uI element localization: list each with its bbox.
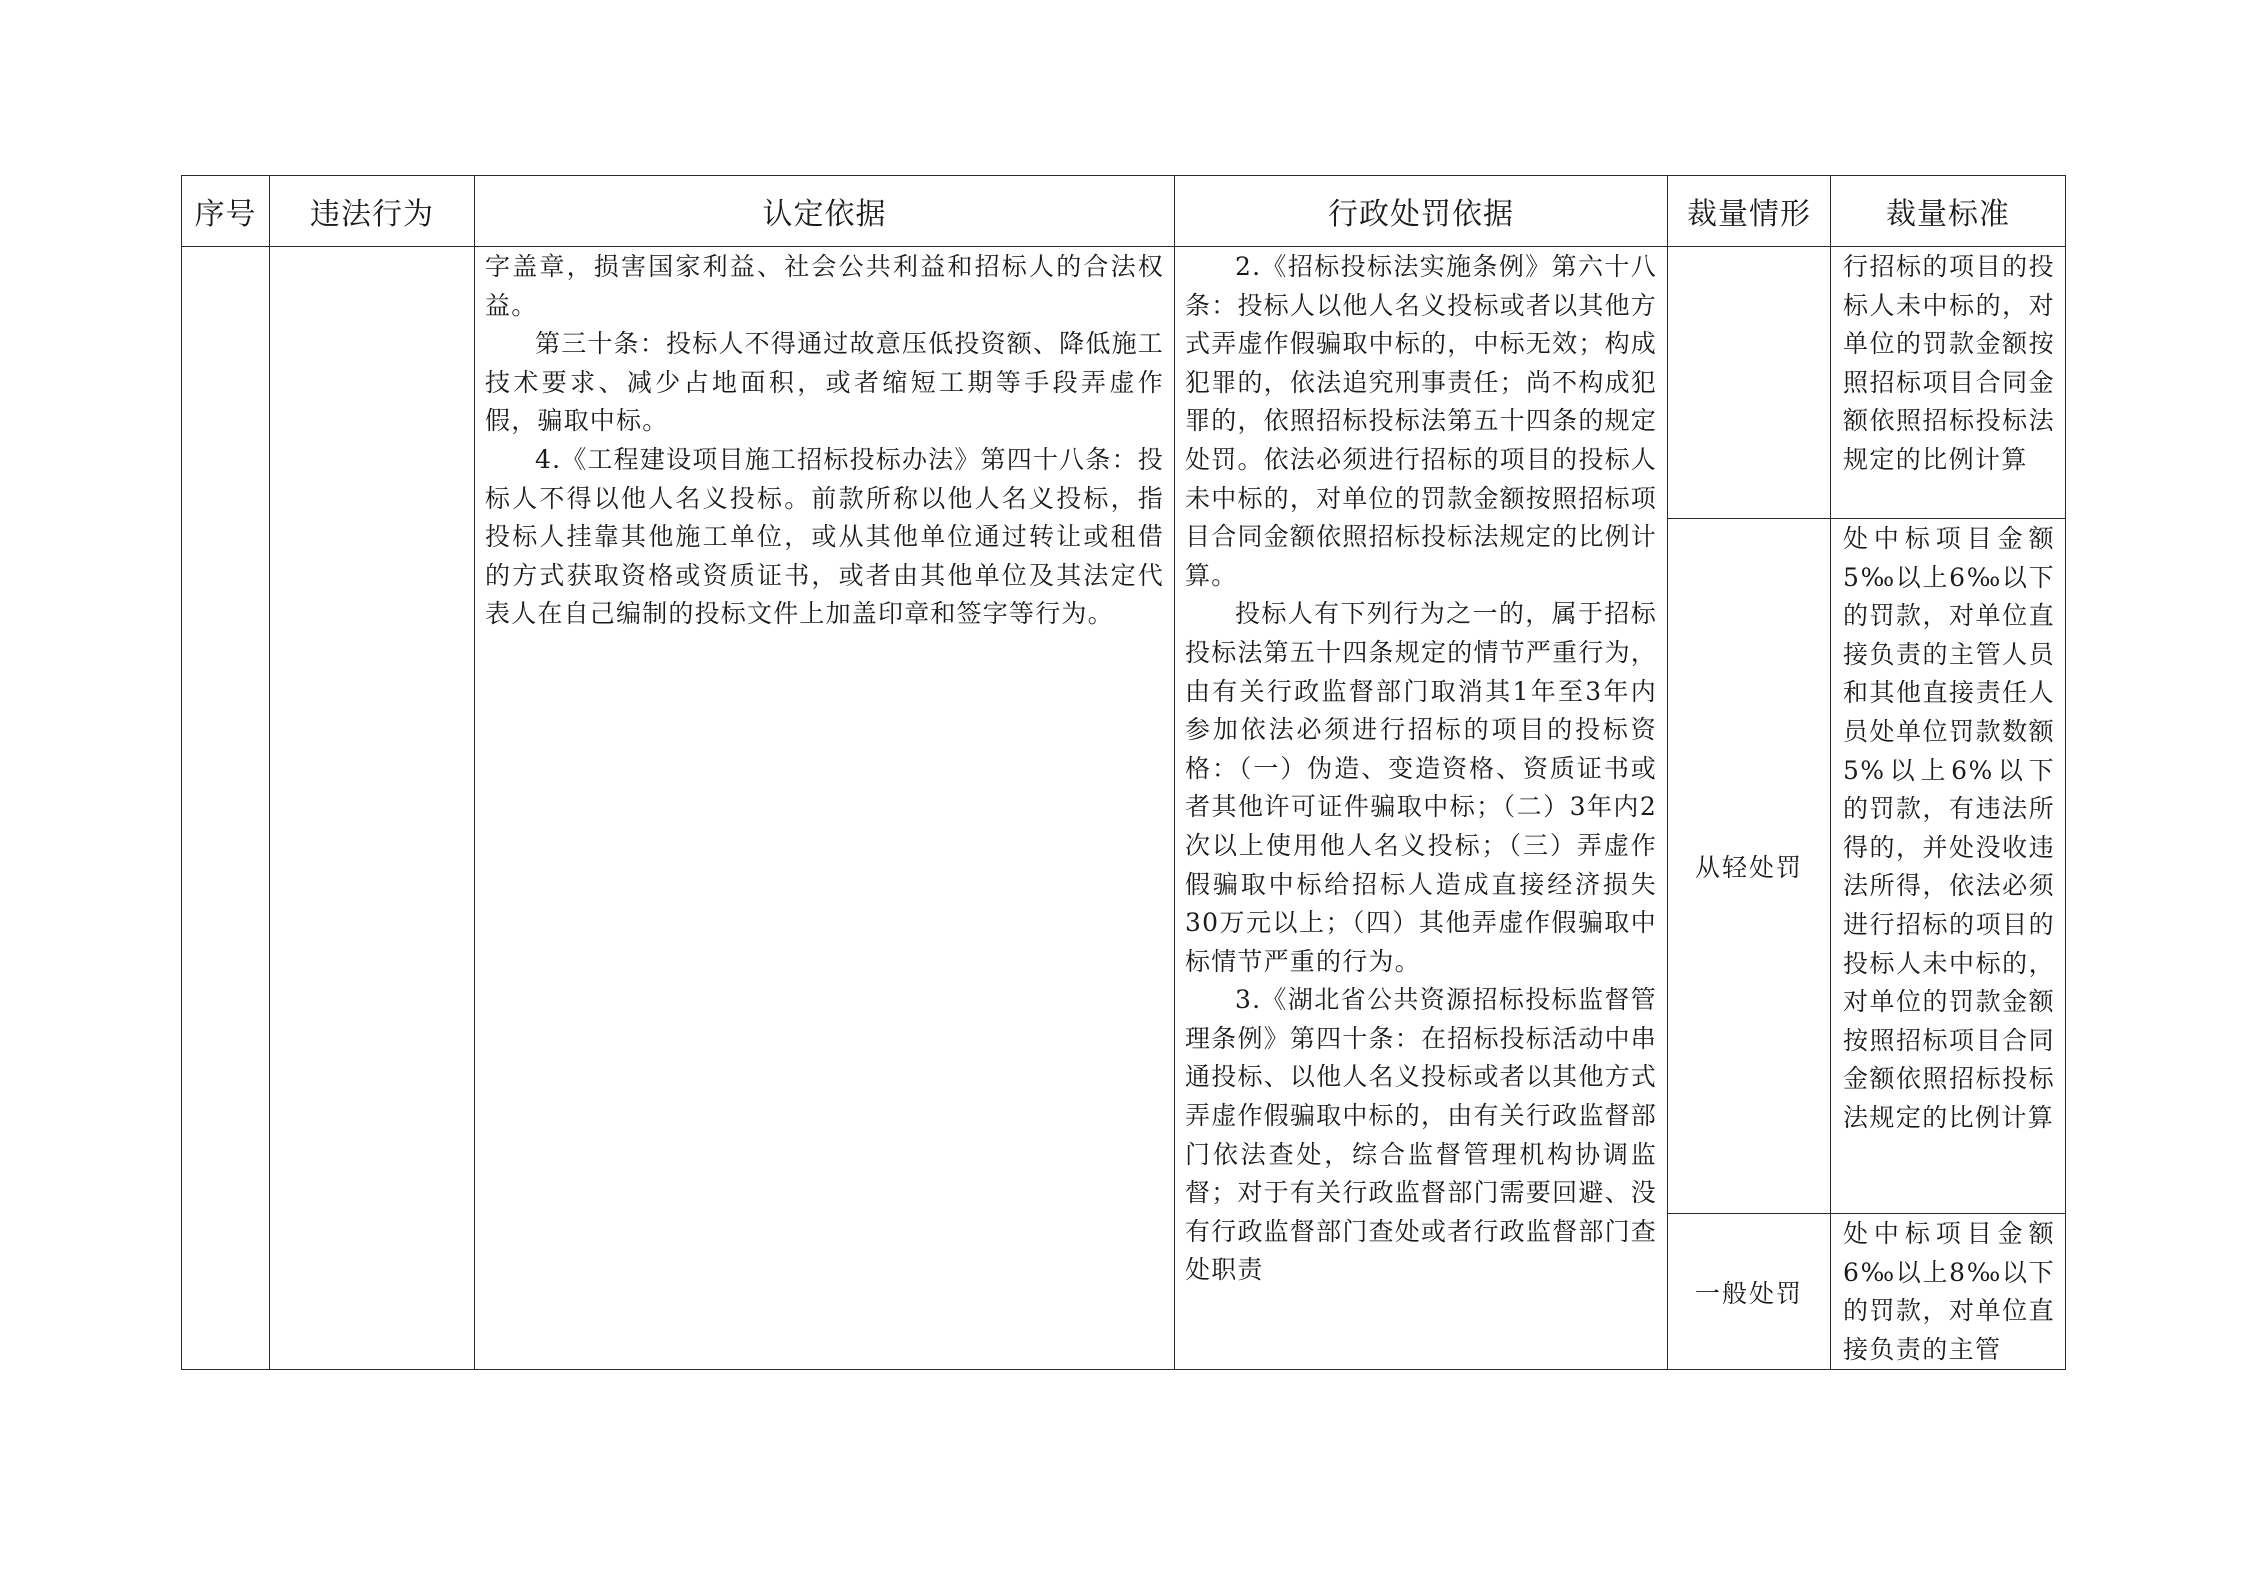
- standard-cell: [1831, 247, 2066, 519]
- discretion-cell: [1668, 247, 1831, 519]
- header-violation: 违法行为: [270, 176, 475, 247]
- penalty-paragraph: 投标人有下列行为之一的，属于招标投标法第五十四条规定的情节严重行为，由有关行政监督部门取消其1年至3年内参加依法必须进行招标的项目的投标资格：（一）伪造、变造资格、资质证书或者其他许可证件骗取中标；（二）3年内2次以上使用他人名义投标；（三）弄虚作假骗取中标给招标人造成直接经济损失30万元以上；（四）其他弄虚作假骗取中标情节严重的行为。: [1185, 599, 1657, 976]
- standard-cell: [1831, 519, 2066, 1214]
- basis-text: [475, 247, 1174, 634]
- table-row: [182, 247, 2066, 519]
- regulation-table: [181, 175, 2066, 1370]
- seq-cell: [182, 247, 270, 1370]
- basis-paragraph: 4.《工程建设项目施工招标投标办法》第四十八条：投标人不得以他人名义投标。前款所称以他人名义投标，指投标人挂靠其他施工单位，或从其他单位通过转让或租借的方式获取资格或资质证书，或者由其他单位及其法定代表人在自己编制的投标文件上加盖印章和签字等行为。: [485, 444, 1164, 629]
- violation-cell: [270, 247, 475, 1370]
- header-seq: 序号: [182, 176, 270, 247]
- penalty-paragraph: 2.《招标投标法实施条例》第六十八条：投标人以他人名义投标或者以其他方式弄虚作假骗取中标的，中标无效；构成犯罪的，依法追究刑事责任；尚不构成犯罪的，依照招标投标法第五十四条的规定处罚。依法必须进行招标的项目的投标人未中标的，对单位的罚款金额按照招标项目合同金额依照招标投标法规定的比例计算。: [1185, 252, 1657, 590]
- discretion-cell-light: 从轻处罚: [1668, 519, 1831, 1214]
- penalty-paragraph: 3.《湖北省公共资源招标投标监督管理条例》第四十条：在招标投标活动中串通投标、以他人名义投标或者以其他方式弄虚作假骗取中标的，由有关行政监督部门依法查处，综合监督管理机构协调监督；对于有关行政监督部门需要回避、没有行政监督部门查处或者行政监督部门查处职责: [1185, 985, 1657, 1285]
- header-basis: 认定依据: [475, 176, 1175, 247]
- standard-text: 行招标的项目的投标人未中标的，对单位的罚款金额按照招标项目合同金额依照招标投标法规定的比例计算: [1843, 252, 2055, 474]
- standard-text: 处中标项目金额5‰以上6‰以下的罚款，对单位直接负责的主管人员和其他直接责任人员处单位罚款数额5%以上6%以下的罚款，有违法所得的，并处没收违法所得，依法必须进行招标的项目的投标人未中标的，对单位的罚款金额按照招标项目合同金额依照招标投标法规定的比例计算: [1843, 524, 2055, 1132]
- header-discretion: 裁量情形: [1668, 176, 1831, 247]
- header-penalty-basis: 行政处罚依据: [1175, 176, 1668, 247]
- basis-cell: [475, 247, 1175, 1370]
- basis-paragraph: 第三十条：投标人不得通过故意压低投资额、降低施工技术要求、减少占地面积，或者缩短工期等手段弄虚作假，骗取中标。: [485, 329, 1164, 436]
- standard-cell: [1831, 1214, 2066, 1370]
- basis-paragraph: 字盖章，损害国家利益、社会公共利益和招标人的合法权益。: [485, 252, 1164, 320]
- discretion-cell-general: 一般处罚: [1668, 1214, 1831, 1370]
- penalty-basis-text: [1175, 247, 1667, 1290]
- standard-text: 处中标项目金额6‰以上8‰以下的罚款，对单位直接负责的主管: [1843, 1219, 2055, 1364]
- penalty-basis-cell: [1175, 247, 1668, 1370]
- header-standard: 裁量标准: [1831, 176, 2066, 247]
- header-row: [182, 176, 2066, 247]
